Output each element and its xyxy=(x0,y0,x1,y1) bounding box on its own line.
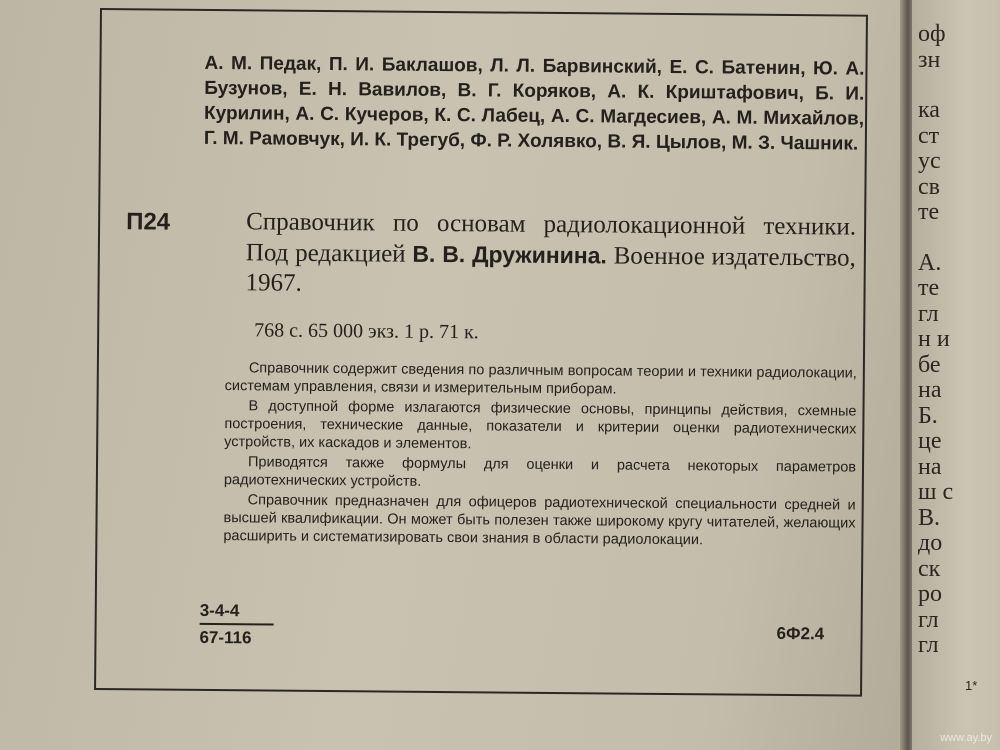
right-page-text xyxy=(918,22,1000,659)
abstract-paragraph: В доступной форме излагаются физические основы, принципы действия, схемные построения, технические данные, показатели и критерии оценки радиотехнических устройств, их каскадов и элементов. xyxy=(224,398,857,453)
abstract-paragraph: Приводятся также формулы для оценки и расчета некоторых параметров радиотехнических устройств. xyxy=(223,454,857,490)
text-line: на xyxy=(918,453,942,480)
text-line: А. xyxy=(918,249,942,276)
text-line: ро xyxy=(918,581,942,607)
book-title: Справочник по основам радиолокационной техники. Под редакцией xyxy=(245,208,857,268)
text-line xyxy=(918,73,1000,98)
classification-code xyxy=(199,601,273,649)
abstract-paragraph: Справочник содержит сведения по различным вопросам теории и техники радиолокации, системам управления, связи и измерительным приборам. xyxy=(224,360,857,398)
text-line: н и xyxy=(918,326,950,352)
text-line: те xyxy=(918,275,940,301)
text-line: бе xyxy=(918,351,941,378)
classification-code-top: 3-4-4 xyxy=(200,601,274,626)
imprint-line: 768 с. 65 000 экз. 1 р. 71 к. xyxy=(254,319,479,344)
catalog-code: П24 xyxy=(126,208,171,236)
text-line: це xyxy=(918,428,942,454)
page-signature: 1* xyxy=(965,678,978,693)
authors-list: А. М. Педак, П. И. Баклашов, Л. Л. Барвинский, Е. С. Батенин, Ю. А. Бузунов, Е. Н. Вавилов, В. Г. Коряков, А. К. Криштафович, Б. И. Курилин, А. С. Кучеров, К. С. Лабец, А. С. Магдесиев, А. М. Михайлов, Г. М. Рамовчук, И. К. Трегуб, Ф. Р. Холявко, В. Я. Цылов, М. З. Чашник. xyxy=(203,52,865,155)
text-line: оф xyxy=(918,21,946,47)
text-line: ка xyxy=(918,97,940,123)
text-line: В. xyxy=(918,504,941,531)
text-line: Б. xyxy=(918,402,938,429)
text-line: до xyxy=(918,530,943,556)
udc-code: 6Ф2.4 xyxy=(776,623,825,644)
site-watermark: www.ay.by xyxy=(940,732,992,744)
abstract xyxy=(223,359,857,553)
text-line: те xyxy=(918,199,940,225)
book-publisher: Военное издательство, 1967. xyxy=(245,242,856,297)
text-line: св xyxy=(918,173,940,200)
classification-code-bottom: 67-116 xyxy=(199,627,252,648)
text-line xyxy=(918,226,1000,251)
book-title-block xyxy=(245,207,856,303)
text-line: ш с xyxy=(918,479,954,505)
text-line: зн xyxy=(918,46,941,73)
text-line: ск xyxy=(918,555,941,582)
text-line: гл xyxy=(918,606,939,633)
text-line: гл xyxy=(918,300,939,327)
abstract-paragraph: Справочник предназначен для офицеров радиотехнической специальности средней и высшей квалификации. Он может быть полезен также широкому кругу читателей, желающих расширить и систематизировать свои знания в области радиолокации. xyxy=(223,492,856,549)
text-line: ус xyxy=(918,148,941,174)
text-line: ст xyxy=(918,122,940,149)
right-page xyxy=(912,0,1000,750)
book-editor: В. В. Дружинина. xyxy=(412,240,608,269)
catalog-card-frame xyxy=(94,8,868,697)
text-line: на xyxy=(918,377,942,403)
text-line: гл xyxy=(918,632,939,658)
